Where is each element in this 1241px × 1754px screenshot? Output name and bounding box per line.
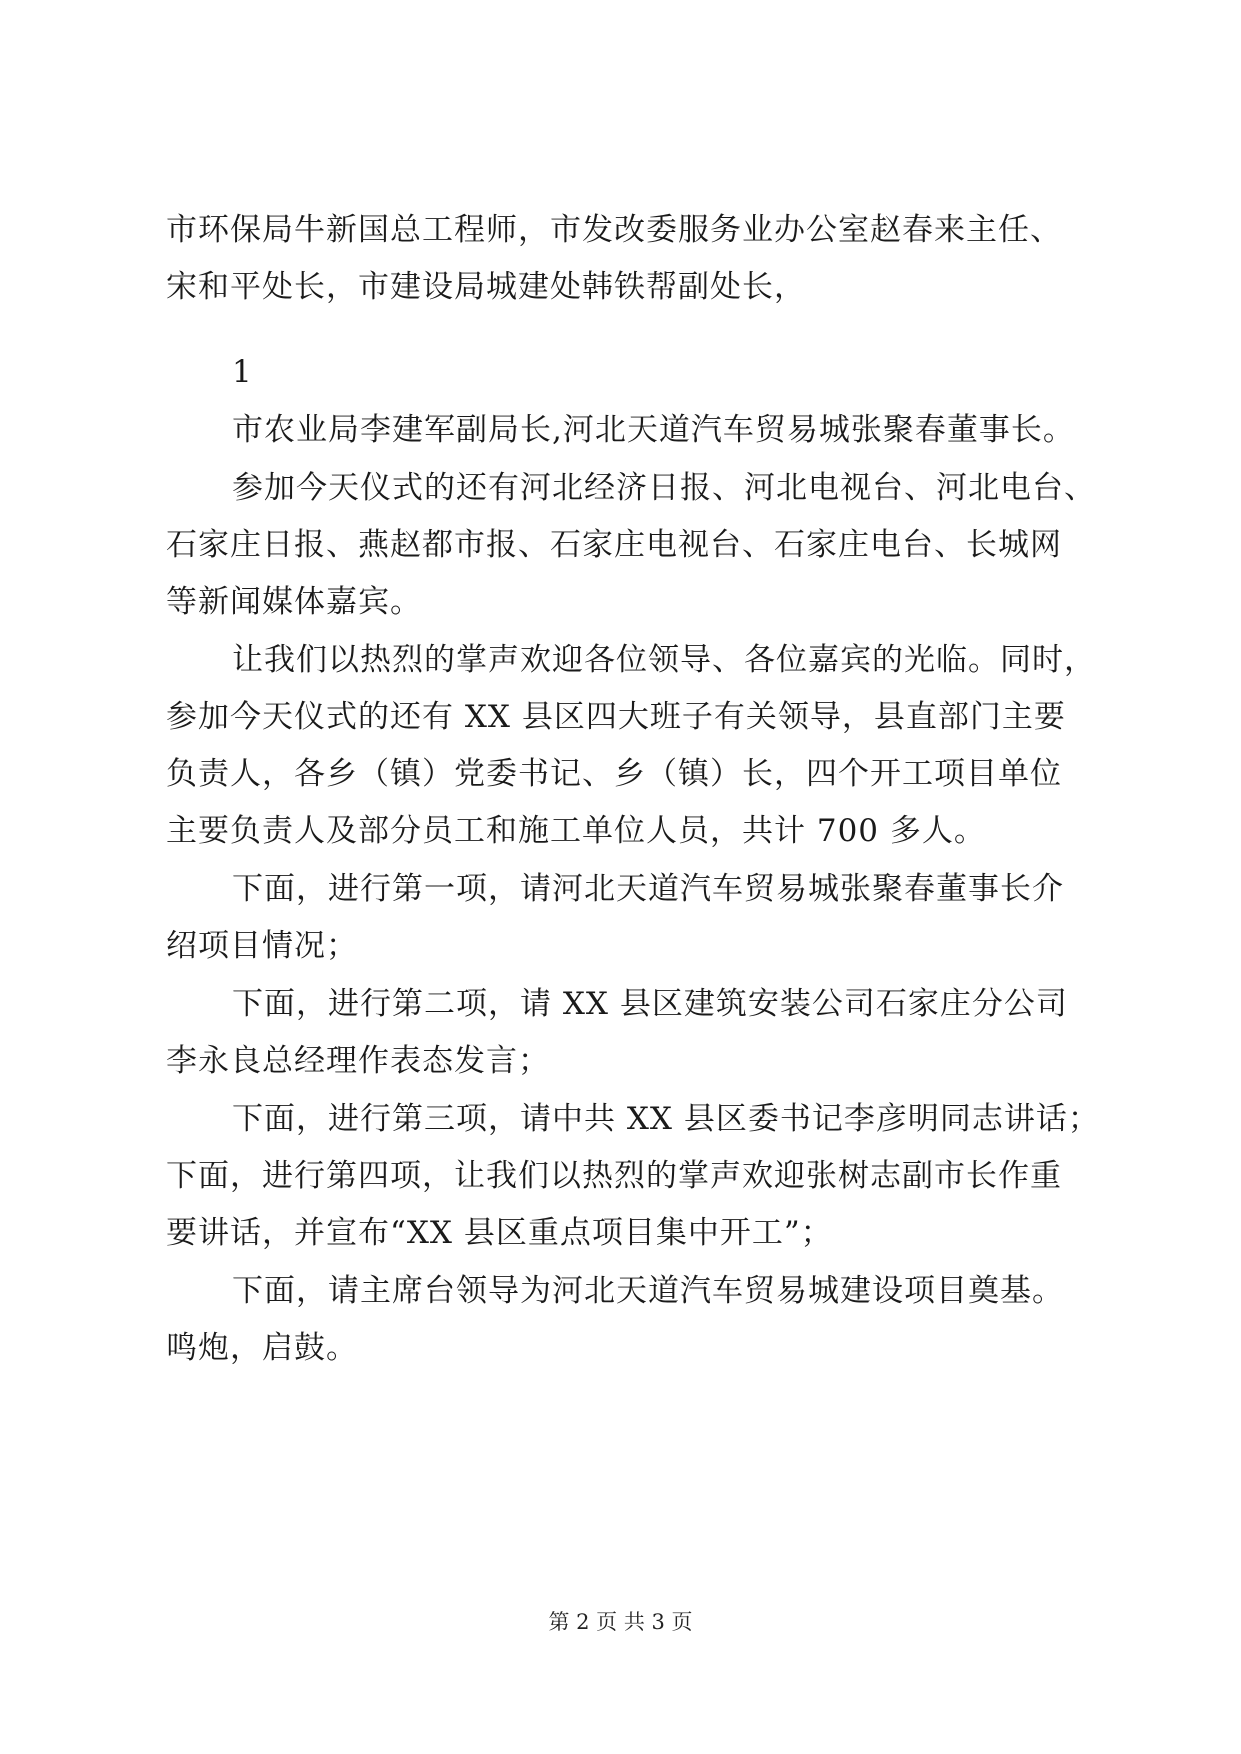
text-line: 宋和平处长，市建设局城建处韩铁帮副处长， <box>166 269 806 305</box>
text-line: 要讲话，并宣布“XX 县区重点项目集中开工”； <box>166 1215 833 1251</box>
text-line: 主要负责人及部分员工和施工单位人员，共计 700 多人。 <box>166 813 986 849</box>
text-line: 绍项目情况； <box>166 928 358 964</box>
text-line: 下面，进行第四项，让我们以热烈的掌声欢迎张树志副市长作重 <box>166 1158 1062 1194</box>
text-line: 鸣炮，启鼓。 <box>166 1330 358 1366</box>
text-line: 负责人，各乡（镇）党委书记、乡（镇）长，四个开工项目单位 <box>166 756 1062 792</box>
text-line: 石家庄日报、燕赵都市报、石家庄电视台、石家庄电台、长城网 <box>166 527 1062 563</box>
page-footer: 第 2 页 共 3 页 <box>548 1610 693 1634</box>
text-line: 等新闻媒体嘉宾。 <box>166 584 422 620</box>
text-line: 市农业局李建军副局长,河北天道汽车贸易城张聚春董事长。 <box>232 412 1075 448</box>
page-marker: 1 <box>232 354 253 390</box>
text-line: 下面，请主席台领导为河北天道汽车贸易城建设项目奠基。 <box>232 1273 1064 1309</box>
text-line: 李永良总经理作表态发言； <box>166 1043 550 1079</box>
text-line: 下面，进行第二项，请 XX 县区建筑安装公司石家庄分公司 <box>232 986 1068 1022</box>
text-line: 参加今天仪式的还有河北经济日报、河北电视台、河北电台、 <box>232 470 1096 506</box>
text-line: 让我们以热烈的掌声欢迎各位领导、各位嘉宾的光临。同时， <box>232 642 1096 678</box>
text-line: 参加今天仪式的还有 XX 县区四大班子有关领导，县直部门主要 <box>166 699 1066 735</box>
text-line: 下面，进行第一项，请河北天道汽车贸易城张聚春董事长介 <box>232 871 1064 907</box>
text-line: 市环保局牛新国总工程师，市发改委服务业办公室赵春来主任、 <box>166 212 1062 248</box>
text-line: 下面，进行第三项，请中共 XX 县区委书记李彦明同志讲话； <box>232 1101 1100 1137</box>
